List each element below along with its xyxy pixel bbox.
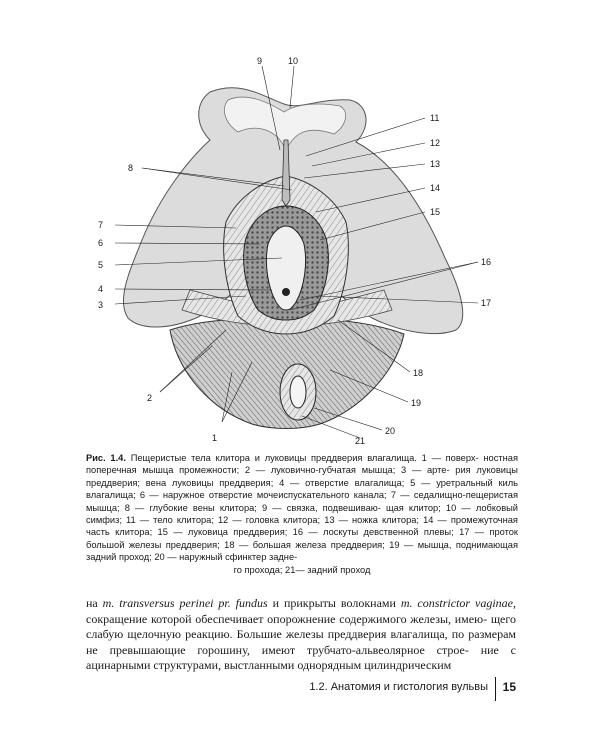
caption-line: щая клитор; 10 — лобковый симфиз; 11 — тело клитора; 12 — головка клитора; 13 — ножка [86,502,519,526]
callout-9: 9 [257,56,263,66]
caption-line: 7 — седалищно-пещеристая мышца; 8 — глубокие вены клитора; 9 — связка, подвешиваю- [86,490,519,513]
body-text-run: , [513,596,516,610]
footer-divider [495,677,497,701]
body-line: ние с ацинарными структурами, выстланными однорядным цилиндрическим [86,642,517,673]
callout-3: 3 [98,300,104,310]
callout-15: 15 [430,207,441,217]
caption-line: го прохода; 21— задний проход [233,564,371,575]
caption-line: преддверия; 19 — мышца, поднимающая задний проход; 20 — наружный сфинктер задне- [86,539,518,563]
body-text-run: и прикрыты волокнами [267,596,401,610]
body-text-run: на [86,596,103,610]
callout-5: 5 [98,260,104,270]
figure-caption [86,452,518,576]
body-line: сокращение которой обеспечивает опорожнение содержимого железы, имею- [86,611,488,626]
callout-19: 19 [411,398,422,408]
callout-20: 20 [385,426,396,436]
anal-region [280,364,316,420]
body-paragraph [86,596,516,674]
caption-line: рия луковицы преддверия; вена луковицы преддверия; 4 — отверстие влагалища; [86,465,518,488]
callout-16: 16 [481,257,492,267]
callout-18: 18 [413,368,424,378]
callout-17: 17 [481,298,492,308]
callout-1: 1 [212,433,218,443]
caption-line: девственной плевы; 17 — проток большой железы преддверия; 18 — большая железа [86,527,518,550]
callout-14: 14 [430,183,441,193]
caption-label: Рис. 1.4. [86,453,126,463]
callout-21: 21 [355,436,366,446]
callout-11: 11 [430,113,440,123]
page-number: 15 [502,680,516,694]
callout-8: 8 [128,163,134,173]
caption-line: клитора; 14 — промежуточная часть клитора; 15 — луковица преддверия; 16 — лоскуты [86,515,518,538]
running-section-title: 1.2. Анатомия и гистология вульвы [309,681,488,693]
caption-line: 5 — уретральный киль влагалища; 6 — наружное отверстие мочеиспускательного канала; [86,477,518,501]
page-footer [300,677,516,701]
callout-4: 4 [98,284,104,294]
body-line: размерам не превышающие горошину, имеют трубчато-альвеолярное строе- [86,627,516,657]
callout-13: 13 [430,159,441,169]
callout-6: 6 [98,238,104,248]
caption-line: ностная поперечная мышца промежности; 2 — луковично-губчатая мышца; 3 — арте- [86,453,518,476]
callout-10: 10 [288,56,299,66]
latin-term: m. constrictor vaginae [400,596,513,610]
callout-12: 12 [430,138,441,148]
body-line: щего слабую щелочную реакцию. Большие железы преддверия влагалища, по [86,611,517,642]
callout-2: 2 [147,393,153,403]
callout-7: 7 [98,220,104,230]
caption-line: Пещеристые тела клитора и луковицы преддверия влагалища. 1 — поверх- [130,453,479,463]
latin-term: m. transversus perinei pr. fundus [102,596,268,610]
